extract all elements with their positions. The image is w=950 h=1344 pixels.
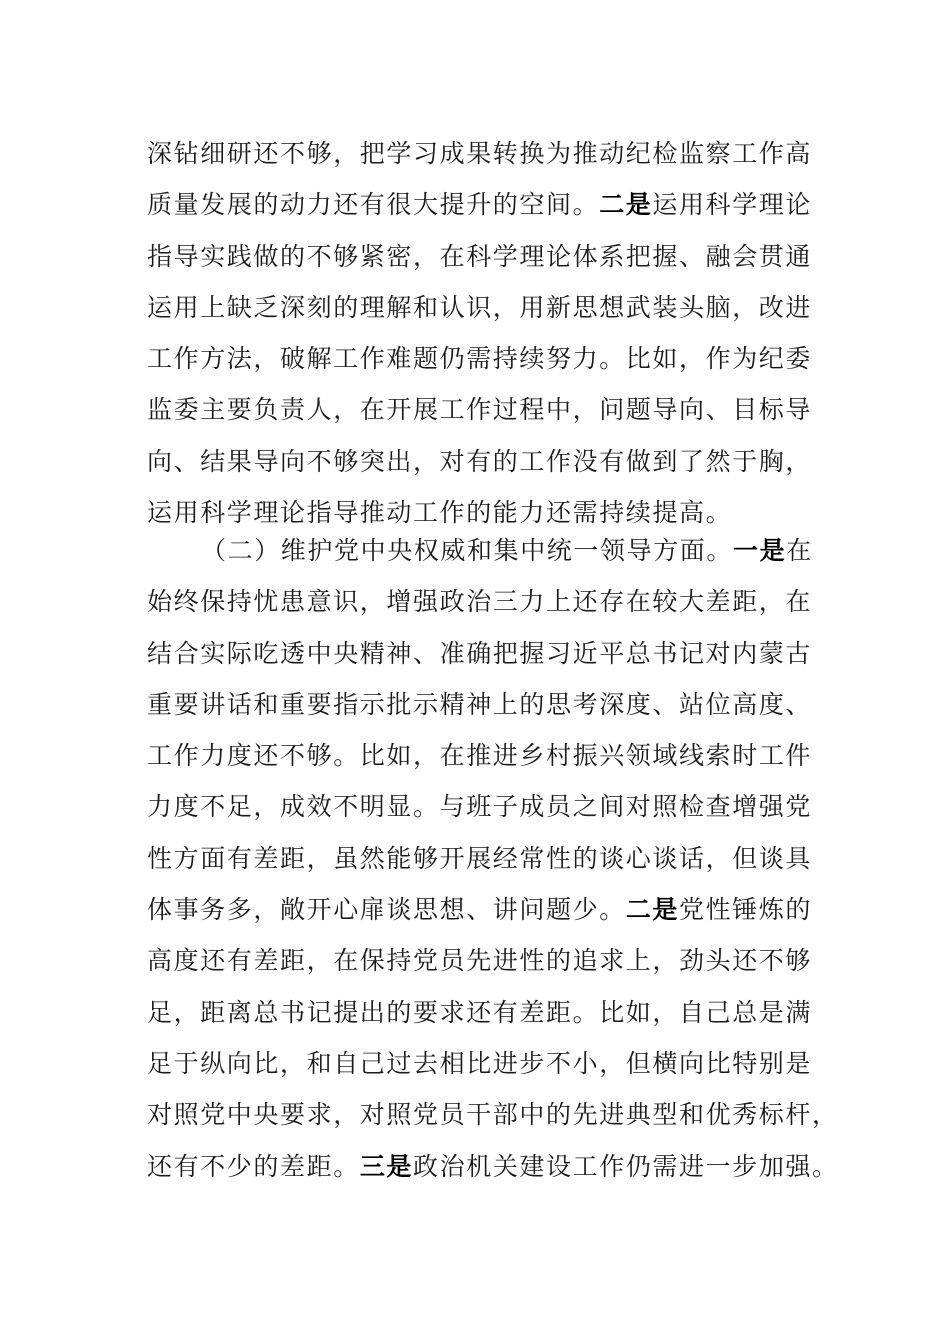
- text-line: 还有不少的差距。三是政治机关建设工作仍需进一步加强。: [147, 1151, 839, 1181]
- point-marker-one: 一是: [733, 536, 787, 565]
- point-marker-two: 二是: [599, 190, 653, 220]
- text-line: 对照党中央要求，对照党员干部中的先进典型和优秀标杆，: [147, 1100, 839, 1130]
- text-line: 运用上缺乏深刻的理解和认识，用新思想武装头脑，改进: [147, 292, 813, 322]
- text-line: 深钻细研还不够，把学习成果转换为推动纪检监察工作高: [147, 139, 813, 168]
- text-line: 体事务多，敞开心扉谈思想、讲问题少。二是党性锤炼的: [147, 895, 813, 925]
- text-line: 始终保持忧患意识，增强政治三力上还存在较大差距，在: [147, 587, 813, 617]
- text-line: 足，距离总书记提出的要求还有差距。比如，自己总是满: [147, 997, 813, 1027]
- text-line: 重要讲话和重要指示批示精神上的思考深度、站位高度、: [147, 689, 813, 719]
- section-heading: （二）维护党中央权威和集中统一领导方面。: [201, 536, 734, 565]
- text-line: 监委主要负责人，在开展工作过程中，问题导向、目标导: [147, 395, 813, 425]
- text-line: 指导实践做的不够紧密，在科学理论体系把握、融会贯通: [147, 241, 813, 271]
- text-line: 结合实际吃透中央精神、准确把握习近平总书记对内蒙古: [147, 638, 813, 668]
- text-line: 性方面有差距，虽然能够开展经常性的谈心谈话，但谈具: [147, 843, 813, 873]
- text-line: 工作力度还不够。比如，在推进乡村振兴领域线索时工件: [147, 741, 813, 771]
- paragraph-continued: [147, 128, 817, 538]
- paragraph-section-two: [147, 525, 839, 1192]
- point-marker-three: 三是: [359, 1151, 414, 1181]
- text-line: 向、结果导向不够突出，对有的工作没有做到了然于胸，: [147, 446, 813, 476]
- section-heading-line: （二）维护党中央权威和集中统一领导方面。一是在: [201, 536, 813, 565]
- text-line: 力度不足，成效不明显。与班子成员之间对照检查增强党: [147, 792, 813, 822]
- text-line: 质量发展的动力还有很大提升的空间。二是运用科学理论: [147, 190, 813, 220]
- point-marker-two: 二是: [625, 895, 680, 925]
- text-line: 高度还有差距，在保持党员先进性的追求上，劲头还不够: [147, 946, 813, 976]
- text-line: 工作方法，破解工作难题仍需持续努力。比如，作为纪委: [147, 344, 813, 374]
- text-line: 运用科学理论指导推动工作的能力还需持续提高。: [147, 498, 733, 528]
- text-line: 足于纵向比，和自己过去相比进步不小，但横向比特别是: [147, 1048, 813, 1078]
